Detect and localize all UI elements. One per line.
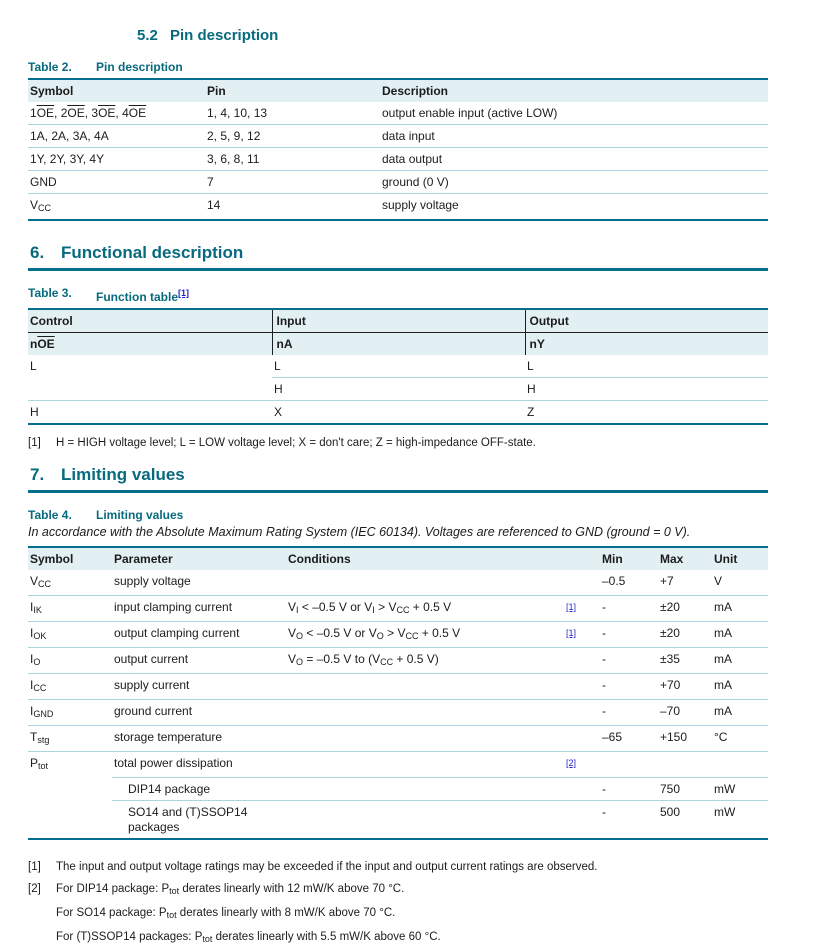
footnote-label: [1] xyxy=(28,860,41,873)
footnote-text: H = HIGH voltage level; L = LOW voltage level; X = don't care; Z = high-impedance OFF-state. xyxy=(56,437,536,449)
section-divider xyxy=(28,490,768,493)
note-cell xyxy=(566,777,600,800)
max-cell: ±35 xyxy=(658,648,712,674)
table-row xyxy=(28,596,768,622)
max-cell: –70 xyxy=(658,700,712,726)
symbol-cell: VCC xyxy=(28,570,112,596)
table-row xyxy=(28,171,768,194)
table-row xyxy=(28,355,768,378)
conditions-cell xyxy=(286,800,566,839)
note-cell xyxy=(566,800,600,839)
symbol-cell xyxy=(28,777,112,800)
footnote-link[interactable]: [1] xyxy=(566,602,577,612)
column-header-max: Max xyxy=(658,547,712,570)
pin-description-table xyxy=(28,78,768,221)
column-header-min: Min xyxy=(600,547,658,570)
section-number: 6. xyxy=(30,243,45,262)
subheader-na: nA xyxy=(272,333,525,356)
max-cell: +70 xyxy=(658,674,712,700)
table-label: Table 4. xyxy=(28,508,72,522)
symbol-cell: IGND xyxy=(28,700,112,726)
symbol-cell: GND xyxy=(28,171,205,194)
description-cell: supply voltage xyxy=(382,198,459,212)
table-row xyxy=(28,700,768,726)
table-row xyxy=(28,674,768,700)
pin-cell: 7 xyxy=(205,171,380,194)
description-cell: data output xyxy=(380,148,768,171)
table4-subtitle: In accordance with the Absolute Maximum Rating System (IEC 60134). Voltages are referenced to GND (ground = 0 V). xyxy=(28,525,691,539)
output-cell: H xyxy=(525,378,768,401)
header-row xyxy=(28,547,768,570)
section-heading-5-2 xyxy=(137,27,768,45)
table-row xyxy=(28,622,768,648)
section-title: Functional description xyxy=(61,243,244,262)
table-title: Function table[1] xyxy=(96,288,189,304)
max-cell: +7 xyxy=(658,570,712,596)
section-heading-7 xyxy=(28,465,768,485)
unit-cell: mA xyxy=(712,674,768,700)
table-row xyxy=(28,777,768,800)
note-cell xyxy=(566,752,600,778)
unit-cell: mW xyxy=(714,804,736,819)
parameter-cell: DIP14 package xyxy=(112,777,286,800)
footnote-label: [2] xyxy=(28,882,41,895)
output-cell: L xyxy=(525,355,768,378)
header-row xyxy=(28,79,768,102)
footnote-text: The input and output voltage ratings may be exceeded if the input and output current ratings are observed. xyxy=(56,860,598,873)
parameter-cell: supply current xyxy=(112,674,286,700)
unit-cell: °C xyxy=(712,726,768,752)
function-table xyxy=(28,308,768,425)
symbol-cell: ICC xyxy=(28,674,112,700)
note-cell xyxy=(566,622,600,648)
description-cell: output enable input (active LOW) xyxy=(380,102,768,125)
min-cell: - xyxy=(600,700,658,726)
parameter-cell: storage temperature xyxy=(112,726,286,752)
symbol-cell: IO xyxy=(28,648,112,674)
min-cell xyxy=(600,752,658,778)
limiting-values-table xyxy=(28,546,768,840)
symbol-cell xyxy=(28,800,112,839)
input-cell: X xyxy=(274,405,283,419)
min-cell: - xyxy=(600,596,658,622)
conditions-cell xyxy=(286,777,566,800)
table-row xyxy=(28,570,768,596)
min-cell: –65 xyxy=(600,726,658,752)
table4-footnotes xyxy=(28,856,768,950)
control-cell: L xyxy=(30,359,37,373)
min-cell: - xyxy=(600,622,658,648)
note-cell xyxy=(566,700,600,726)
parameter-cell: output clamping current xyxy=(112,622,286,648)
table-title: Limiting values xyxy=(96,508,184,522)
conditions-cell: VO = –0.5 V to (VCC + 0.5 V) xyxy=(286,648,566,674)
conditions-cell xyxy=(286,570,566,596)
table3-footnote xyxy=(28,436,768,451)
column-header-conditions: Conditions xyxy=(286,547,600,570)
footnote-link[interactable]: [2] xyxy=(566,758,577,768)
table-label: Table 3. xyxy=(28,286,72,300)
section-divider xyxy=(28,268,768,271)
table-row xyxy=(28,194,768,221)
column-header-input: Input xyxy=(272,309,525,333)
table-row xyxy=(28,378,768,401)
description-cell: data input xyxy=(380,125,768,148)
table4-caption xyxy=(28,508,768,522)
table-row xyxy=(28,726,768,752)
table-row xyxy=(28,148,768,171)
max-cell xyxy=(658,752,712,778)
unit-cell: V xyxy=(712,570,768,596)
unit-cell xyxy=(712,752,768,778)
note-cell xyxy=(566,648,600,674)
min-cell: - xyxy=(602,804,606,819)
table-row xyxy=(28,800,768,839)
conditions-cell xyxy=(286,674,566,700)
column-header-symbol: Symbol xyxy=(28,79,205,102)
min-cell: - xyxy=(600,777,658,800)
parameter-cell: output current xyxy=(112,648,286,674)
control-cell xyxy=(28,378,272,401)
parameter-cell: input clamping current xyxy=(112,596,286,622)
table2-caption xyxy=(28,60,768,74)
table-label: Table 2. xyxy=(28,60,72,74)
section-number: 7. xyxy=(30,465,45,484)
conditions-cell xyxy=(286,726,566,752)
footnote xyxy=(28,878,768,950)
column-header-description: Description xyxy=(380,79,768,102)
table3-caption xyxy=(28,286,768,304)
parameter-cell: total power dissipation xyxy=(112,752,286,778)
footnote-label: [1] xyxy=(28,437,41,449)
symbol-cell: VCC xyxy=(30,198,52,213)
parameter-cell: SO14 and (T)SSOP14 packages xyxy=(128,804,248,834)
symbol-cell: IOK xyxy=(28,622,112,648)
table-row xyxy=(28,125,768,148)
unit-cell: mA xyxy=(712,596,768,622)
table-row xyxy=(28,401,768,425)
unit-cell: mA xyxy=(712,700,768,726)
section-heading-6 xyxy=(28,243,768,263)
input-cell: L xyxy=(272,355,525,378)
pin-cell: 14 xyxy=(207,198,221,212)
symbol-cell: Tstg xyxy=(28,726,112,752)
symbol-cell: Ptot xyxy=(30,756,49,771)
note-cell xyxy=(566,674,600,700)
conditions-cell: VO < –0.5 V or VO > VCC + 0.5 V xyxy=(286,622,566,648)
max-cell: ±20 xyxy=(658,596,712,622)
table-row xyxy=(28,648,768,674)
footnote-link[interactable]: [1] xyxy=(566,628,577,638)
min-cell: - xyxy=(600,674,658,700)
symbol-cell: 1Y, 2Y, 3Y, 4Y xyxy=(28,148,205,171)
unit-cell: mA xyxy=(712,648,768,674)
column-header-pin: Pin xyxy=(205,79,380,102)
note-cell xyxy=(566,570,600,596)
conditions-cell: VI < –0.5 V or VI > VCC + 0.5 V xyxy=(286,596,566,622)
column-header-parameter: Parameter xyxy=(112,547,286,570)
note-cell xyxy=(566,726,600,752)
column-header-unit: Unit xyxy=(712,547,768,570)
pin-cell: 3, 6, 8, 11 xyxy=(205,148,380,171)
min-cell: –0.5 xyxy=(600,570,658,596)
symbol-cell: 1A, 2A, 3A, 4A xyxy=(28,125,205,148)
subheader-row xyxy=(28,333,768,356)
section-title: Pin description xyxy=(170,27,279,44)
conditions-cell xyxy=(286,752,566,778)
parameter-cell: ground current xyxy=(112,700,286,726)
unit-cell: mA xyxy=(712,622,768,648)
table-row xyxy=(28,752,768,778)
symbol-cell: IIK xyxy=(28,596,112,622)
column-header-output: Output xyxy=(525,309,768,333)
max-cell: 750 xyxy=(658,777,712,800)
column-header-symbol: Symbol xyxy=(28,547,112,570)
max-cell: ±20 xyxy=(658,622,712,648)
description-cell: ground (0 V) xyxy=(380,171,768,194)
subheader-noe: $n\overline{OE}$ xyxy=(28,333,272,356)
unit-cell: mW xyxy=(712,777,768,800)
note-cell xyxy=(566,596,600,622)
section-title: Limiting values xyxy=(61,465,185,484)
output-cell: Z xyxy=(527,405,535,419)
footnote xyxy=(28,856,768,878)
symbol-cell: $1\overline{OE}$, $2\overline{OE}$, $3\overline{OE}$, $4\overline{OE}$ xyxy=(28,102,205,125)
subheader-ny: nY xyxy=(525,333,768,356)
header-row xyxy=(28,309,768,333)
pin-cell: 2, 5, 9, 12 xyxy=(205,125,380,148)
max-cell: 500 xyxy=(660,804,681,819)
table-row xyxy=(28,102,768,125)
parameter-cell: supply voltage xyxy=(112,570,286,596)
table-title: Pin description xyxy=(96,60,183,74)
conditions-cell xyxy=(286,700,566,726)
control-cell: H xyxy=(30,405,39,419)
footnote-link[interactable]: [1] xyxy=(178,288,189,298)
pin-cell: 1, 4, 10, 13 xyxy=(205,102,380,125)
min-cell: - xyxy=(600,648,658,674)
max-cell: +150 xyxy=(658,726,712,752)
section-number: 5.2 xyxy=(137,27,158,44)
input-cell: H xyxy=(272,378,525,401)
column-header-control: Control xyxy=(28,309,272,333)
footnote-text: For DIP14 package: Ptot derates linearly with 12 mW/K above 70 °C. For SO14 package: Ptot derates linearly with 8 mW/K above 70 °C. For (T)SSOP14 packages: Ptot derates linearly with 5.5 mW/K above 60 °C. xyxy=(56,882,441,944)
